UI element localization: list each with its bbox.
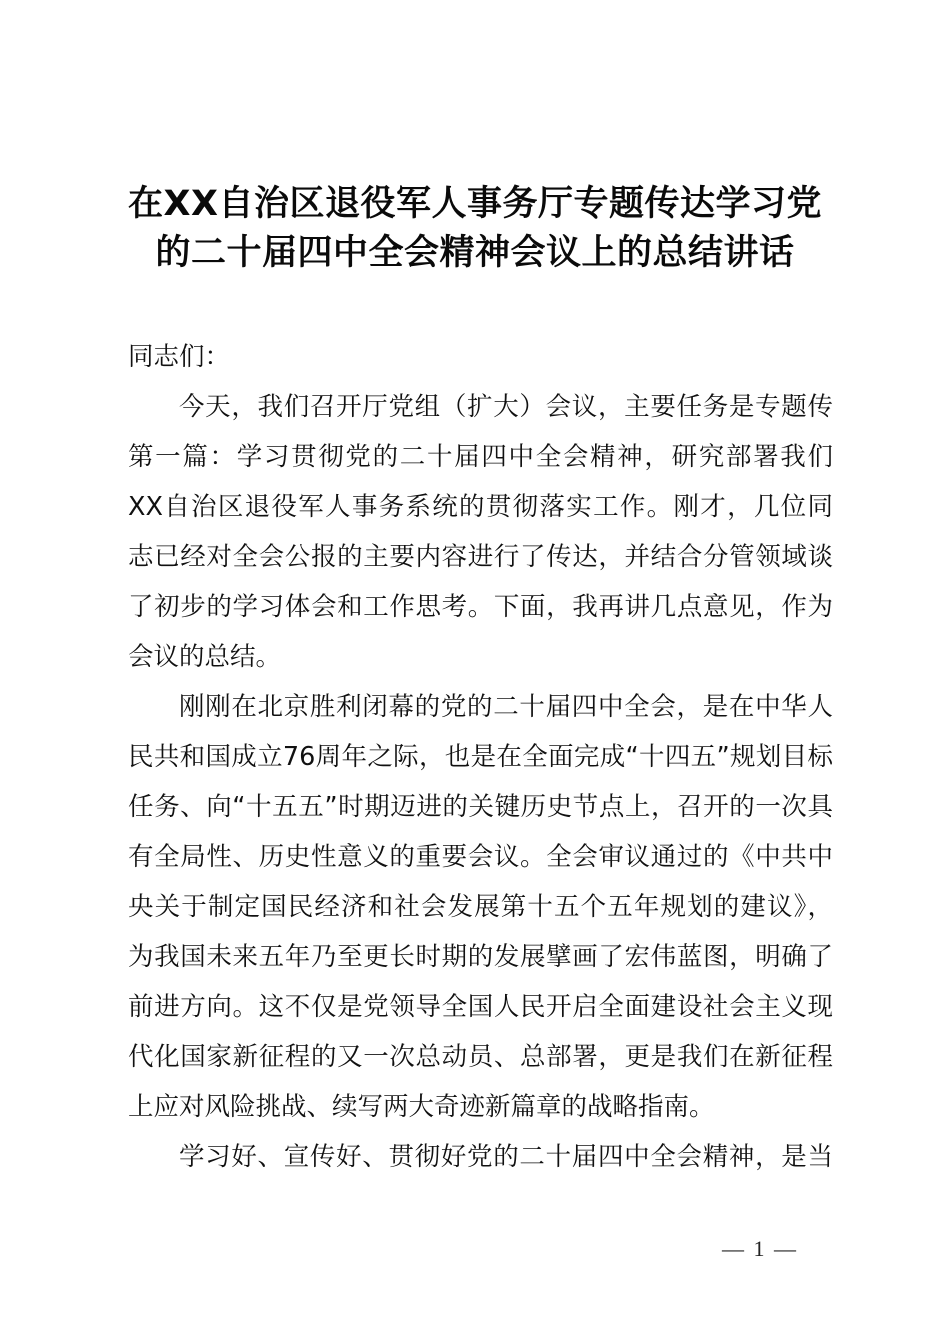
paragraph-line: 央关于制定国民经济和社会发展第十五个五年规划的建议》，	[128, 892, 833, 922]
paragraph-line: 刚刚在北京胜利闭幕的党的二十届四中全会，是在中华人	[179, 692, 833, 722]
paragraph-line: 前进方向。这不仅是党领导全国人民开启全面建设社会主义现	[128, 992, 833, 1022]
paragraph-line: 民共和国成立76周年之际，也是在全面完成“十四五”规划目标	[128, 742, 833, 772]
paragraph-2	[128, 682, 833, 1132]
paragraph-line: 今天，我们召开厅党组（扩大）会议，主要任务是专题传	[179, 392, 833, 422]
paragraph-line: 会议的总结。	[128, 642, 282, 672]
paragraph-line: 了初步的学习体会和工作思考。下面，我再讲几点意见，作为	[128, 592, 833, 622]
salutation: 同志们：	[128, 342, 231, 372]
page-number: — 1 —	[722, 1236, 798, 1261]
document-body	[128, 332, 833, 1182]
document-title	[0, 180, 950, 278]
paragraph-line: 学习好、宣传好、贯彻好党的二十届四中全会精神，是当	[179, 1142, 833, 1172]
paragraph-line: 代化国家新征程的又一次总动员、总部署，更是我们在新征程	[128, 1042, 833, 1072]
paragraph-line: 第一篇：学习贯彻党的二十届四中全会精神，研究部署我们	[128, 442, 833, 472]
title-line-2: 的二十届四中全会精神会议上的总结讲话	[155, 233, 795, 273]
title-line-1: 在XX自治区退役军人事务厅专题传达学习党	[128, 184, 822, 224]
paragraph-line: 任务、向“十五五”时期迈进的关键历史节点上，召开的一次具	[128, 792, 833, 822]
paragraph-line: 为我国未来五年乃至更长时期的发展擘画了宏伟蓝图，明确了	[128, 942, 833, 972]
paragraph-line: 志已经对全会公报的主要内容进行了传达，并结合分管领域谈	[128, 542, 833, 572]
paragraph-line: 有全局性、历史性意义的重要会议。全会审议通过的《中共中	[128, 842, 833, 872]
paragraph-1	[128, 382, 833, 682]
paragraph-3	[128, 1132, 833, 1182]
paragraph-line: XX自治区退役军人事务系统的贯彻落实工作。刚才，几位同	[128, 492, 833, 522]
paragraph-line: 上应对风险挑战、续写两大奇迹新篇章的战略指南。	[128, 1092, 715, 1122]
